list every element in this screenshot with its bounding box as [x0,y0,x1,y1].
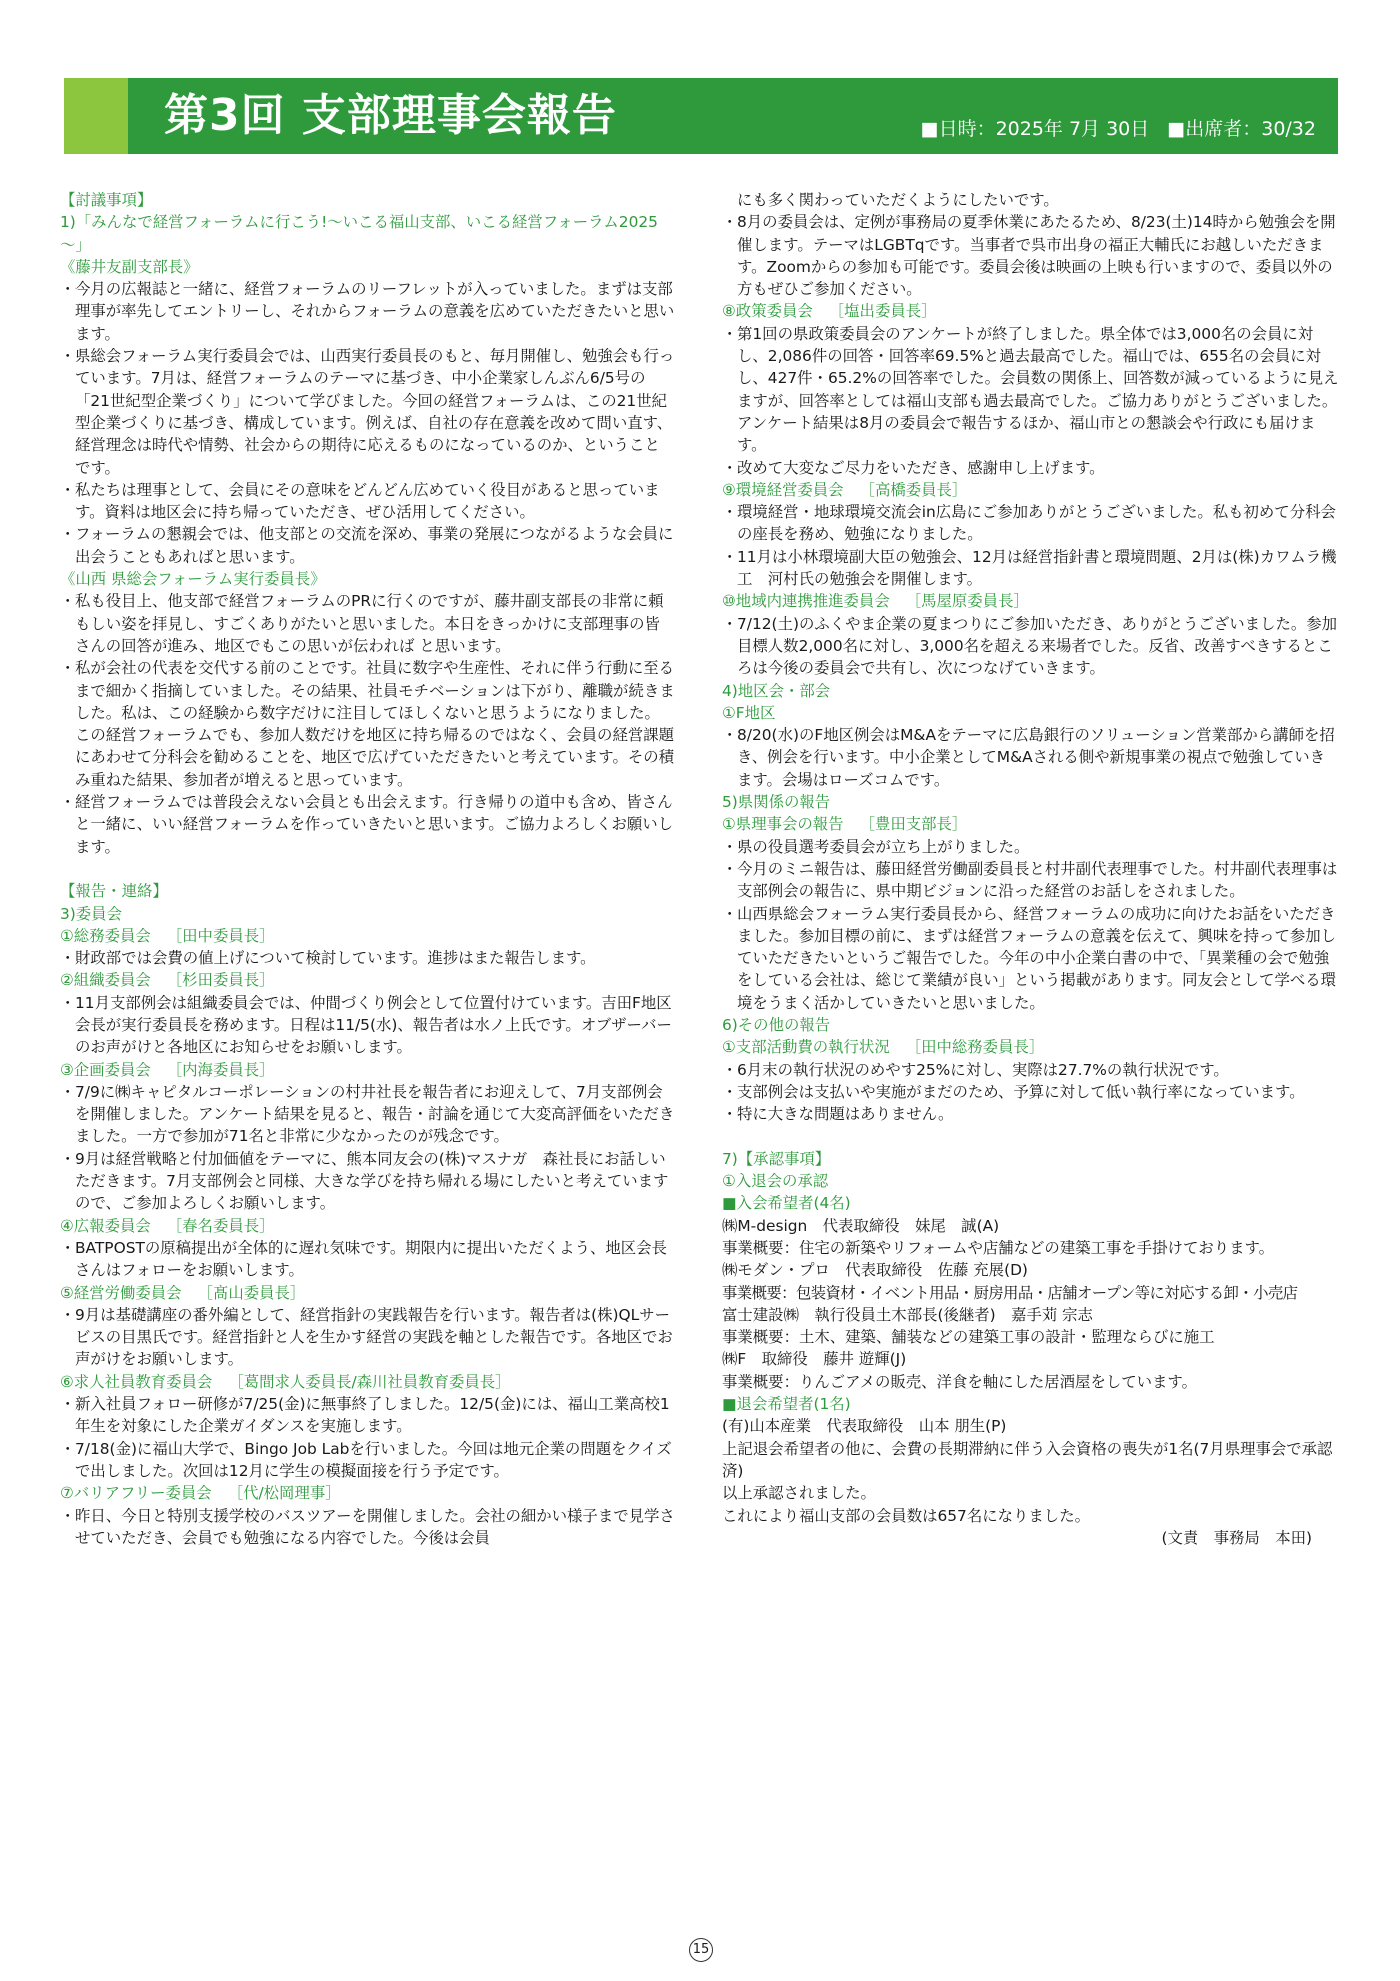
note-paragraph: 上記退会希望者の他に、会費の長期滞納に伴う入会資格の喪失が1名(7月県理事会で承認済) [722,1439,1333,1480]
spacer [722,1125,1340,1147]
committee-heading: ⑩地域内連携推進委員会 ［馬屋原委員長］ [722,592,1029,611]
approval-heading: ①入退会の承認 [722,1172,829,1191]
page-title: 第3回 支部理事会報告 [164,90,617,141]
bullet-paragraph: ・ 第1回の県政策委員会のアンケートが終了しました。県全体では3,000名の会員に対し、2,086件の回答・回答率69.5%と過去最高でした。福山では、655名の会員に対し、427件・65.2%の回答率でした。会員数の関係上、回答数が減っているように見えますが、回答率としては福山支部も過去最高でした。ご協力ありがとうございました。アンケート結果は8月の委員会で報告するほか、福山市との懇談会や行政にも届けます。 [722,323,1340,457]
bullet-paragraph: ・ 今月の広報誌と一緒に、経営フォーラムのリーフレットが入っていました。まずは支部理事が率先してエントリーし、それからフォーラムの意義を広めていただきたいと思います。 [60,278,675,345]
bullet-paragraph: ・ 県総会フォーラム実行委員会では、山西実行委員長のもと、毎月開催し、勉強会も行っています。7月は、経営フォーラムのテーマに基づき、中小企業家しんぶん6/5号の「21世紀型企業づくり」について学びました。今回の経営フォーラムは、この21世紀型企業づくりに基づき、構成しています。例えば、自社の存在意義を改めて問い直す、経営理念は時代や情勢、社会からの期待に応えるものになっているのか、ということです。 [60,345,675,479]
section-heading-discussion: 【討議事項】 [60,191,153,209]
bullet-paragraph: ・ 県の役員選考委員会が立ち上がりました。 [722,836,1340,858]
header-banner [64,78,1338,154]
agenda-item-1: 1)「みんなで経営フォーラムに行こう!～いこる福山支部、いこる経営フォーラム2025～」 [60,213,658,254]
bullet-paragraph: ・ 6月末の執行状況のめやす25%に対し、実際は27.7%の執行状況です。 [722,1059,1340,1081]
bullet-paragraph: ・ 新入社員フォロー研修が7/25(金)に無事終了しました。12/5(金)には、福山工業高校1年生を対象にした企業ガイダンスを実施します。 [60,1393,675,1438]
bullet-paragraph: ・ 8/20(水)のF地区例会はM&Aをテーマに広島銀行のソリューション営業部から講師を招き、例会を行います。中小企業としてM&Aされる側や新規事業の視点で勉強していきます。会場はローズコムです。 [722,724,1340,791]
speaker-heading: 《藤井友副支部長》 [60,257,199,276]
bullet-paragraph: ・ 7/9に㈱キャピタルコーポレーションの村井社長を報告者にお迎えして、7月支部例会を開催しました。アンケート結果を見ると、報告・討論を通じて大変高評価をいただきました。一方で参加が71名と非常に少なかったのが残念です。 [60,1081,675,1148]
attendance-count: ■出席者：30/32 [1167,118,1316,140]
agenda-item-5: 5)県関係の報告 [722,793,831,812]
page-number: 15 [689,1938,713,1962]
member-entry: ㈱F 取締役 藤井 遊輝(J) [722,1350,907,1369]
committee-heading: ③企画委員会 ［内海委員長］ [60,1060,275,1079]
bullet-paragraph: ・ 山西県総会フォーラム実行委員長から、経営フォーラムの成功に向けたお話をいただきました。参加目標の前に、まずは経営フォーラムの意義を伝えて、興味を持って参加していただきたいというご報告でした。今年の中小企業白書の中で、「異業種の会で勉強をしている会社は、総じて業績が良い」という掲載があります。同友会として学べる環境をうまく活かしていきたいと思いました。 [722,903,1340,1014]
member-business: 事業概要：りんごアメの販売、洋食を軸にした居酒屋をしています。 [722,1372,1197,1391]
speaker-heading: 《山西 県総会フォーラム実行委員長》 [60,570,326,589]
leave-applicants-heading: ■ 退会希望者(1名) [722,1393,1340,1415]
agenda-item-4: 4)地区会・部会 [722,681,831,700]
member-business: 事業概要：土木、建築、舗装などの建築工事の設計・監理ならびに施工 [722,1328,1215,1347]
agenda-item-6: 6)その他の報告 [722,1015,831,1034]
committee-heading: ②組織委員会 ［杉田委員長］ [60,971,275,990]
meeting-info [903,116,1316,142]
member-business: 事業概要：住宅の新築やリフォームや店舗などの建築工事を手掛けております。 [722,1238,1275,1257]
author-credit: (文責 事務局 本田) [1161,1528,1312,1547]
bullet-paragraph: ・ 私たちは理事として、会員にその意味をどんどん広めていく役目があると思っています。資料は地区会に持ち帰っていただき、ぜひ活用してください。 [60,479,675,524]
right-column [722,189,1340,1549]
bullet-paragraph: ・ 環境経営・地球環境交流会in広島にご参加ありがとうございました。私も初めて分科会の座長を務め、勉強になりました。 [722,501,1340,546]
committee-heading: ⑨環境経営委員会 ［高橋委員長］ [722,480,968,499]
note-paragraph: 以上承認されました。 [722,1484,876,1503]
bullet-paragraph: ・ 私が会社の代表を交代する前のことです。社員に数字や生産性、それに伴う行動に至るまで細かく指摘していました。その結果、社員モチベーションは下がり、離職が続きました。私は、この経験から数字だけに注目してほしくないと思うようになりました。この経営フォーラムでも、参加人数だけを地区に持ち帰るのではなく、会員の経営課題にあわせて分科会を勧めることを、地区で広げていただきたいと考えています。その積み重ねた結果、参加者が増えると思っています。 [60,657,675,791]
agenda-item-7: 7)【承認事項】 [722,1149,831,1168]
member-business: 事業概要：包装資材・イベント用品・厨房用品・店舗オープン等に対応する卸・小売店 [722,1283,1298,1302]
bullet-paragraph: ・ 7/12(土)のふくやま企業の夏まつりにご参加いただき、ありがとうございました。参加目標人数2,000名に対し、3,000名を超える来場者でした。反省、改善すべきするところは今後の委員会で共有し、次につなげていきます。 [722,613,1340,680]
bullet-paragraph: ・ 特に大きな問題はありません。 [722,1103,1340,1125]
bullet-paragraph: ・ 改めて大変なご尽力をいただき、感謝申し上げます。 [722,457,1340,479]
member-entry: (有)山本産業 代表取締役 山本 朋生(P) [722,1417,1007,1436]
bullet-paragraph: ・ 9月は基礎講座の番外編として、経営指針の実践報告を行います。報告者は(株)QLサービスの目黒氏です。経営指針と人を生かす経営の実践を軸とした報告です。各地区でお声がけをお願いします。 [60,1304,675,1371]
join-applicants-heading: ■ 入会希望者(4名) [722,1192,1340,1214]
bullet-paragraph: ・ BATPOSTの原稿提出が全体的に遅れ気味です。期限内に提出いただくよう、地区会長さんはフォローをお願いします。 [60,1237,675,1282]
bullet-paragraph: ・ 支部例会は支払いや実施がまだのため、予算に対して低い執行率になっています。 [722,1081,1340,1103]
member-entry: 富士建設㈱ 執行役員土木部長(後継者) 嘉手苅 宗志 [722,1305,1093,1324]
bullet-paragraph: ・ 財政部では会費の値上げについて検討しています。進捗はまた報告します。 [60,947,675,969]
committee-heading: ①総務委員会 ［田中委員長］ [60,926,275,945]
district-heading: ①F地区 [722,703,776,722]
bullet-paragraph: ・ 11月は小林環境副大臣の勉強会、12月は経営指針書と環境問題、2月は(株)カワムラ機工 河村氏の勉強会を開催します。 [722,546,1340,591]
committee-heading: ④広報委員会 ［春名委員長］ [60,1216,275,1235]
bullet-paragraph: ・ 8月の委員会は、定例が事務局の夏季休業にあたるため、8/23(土)14時から勉強会を開催します。テーマはLGBTqです。当事者で呉市出身の福正大輔氏にお越しいただきます。Zoomからの参加も可能です。委員会後は映画の上映も行いますので、委員以外の方もぜひご参加ください。 [722,211,1340,300]
banner-accent-tab [64,78,128,154]
note-paragraph: これにより福山支部の会員数は657名になりました。 [722,1506,1090,1525]
spacer [60,858,675,880]
committee-heading: ⑧政策委員会 ［塩出委員長］ [722,302,937,321]
committee-heading: ⑦バリアフリー委員会 ［代/松岡理事］ [60,1484,341,1503]
bullet-paragraph: ・ 昨日、今日と特別支援学校のバスツアーを開催しました。会社の細かい様子まで見学させていただき、会員でも勉強になる内容でした。今後は会員 [60,1505,675,1550]
committee-heading: ①県理事会の報告 ［豊田支部長］ [722,815,968,834]
bullet-paragraph: ・ 今月のミニ報告は、藤田経営労働副委員長と村井副代表理事でした。村井副代表理事は支部例会の報告に、県中期ビジョンに沿った経営のお話しをされました。 [722,858,1340,903]
committee-heading: ⑤経営労働委員会 ［髙山委員長］ [60,1283,306,1302]
left-column [60,189,675,1549]
section-heading-reports: 【報告・連絡】 [60,882,168,901]
bullet-paragraph: ・ 9月は経営戦略と付加価値をテーマに、熊本同友会の(株)マスナガ 森社長にお話しいただきます。7月支部例会と同様、大きな学びを持ち帰れる場にしたいと考えていますので、ご参加よろしくお願いします。 [60,1148,675,1215]
continued-paragraph: にも多く関わっていただくようにしたいです。 [737,191,1059,209]
meeting-date: ■日時：2025年 7月 30日 [920,118,1150,140]
bullet-paragraph: ・ 7/18(金)に福山大学で、Bingo Job Labを行いました。今回は地元企業の問題をクイズで出しました。次回は12月に学生の模擬面接を行う予定です。 [60,1438,675,1483]
committee-heading: ⑥求人社員教育委員会 ［葛間求人委員長/森川社員教育委員長］ [60,1372,511,1391]
member-entry: ㈱M-design 代表取締役 妹尾 誠(A) [722,1216,1000,1235]
bullet-paragraph: ・ フォーラムの懇親会では、他支部との交流を深め、事業の発展につながるような会員に出会うこともあればと思います。 [60,523,675,568]
committee-heading: ①支部活動費の執行状況 ［田中総務委員長］ [722,1038,1045,1057]
member-entry: ㈱モダン・プロ 代表取締役 佐藤 充展(D) [722,1261,1028,1280]
agenda-item-3: 3)委員会 [60,904,122,923]
bullet-paragraph: ・ 11月支部例会は組織委員会では、仲間づくり例会として位置付けています。吉田F地区会長が実行委員長を務めます。日程は11/5(水)、報告者は水ノ上氏です。オブザーバーのお声がけと各地区にお知らせをお願いします。 [60,992,675,1059]
bullet-paragraph: ・ 経営フォーラムでは普段会えない会員とも出会えます。行き帰りの道中も含め、皆さんと一緒に、いい経営フォーラムを作っていきたいと思います。ご協力よろしくお願いします。 [60,791,675,858]
bullet-paragraph: ・ 私も役目上、他支部で経営フォーラムのPRに行くのですが、藤井副支部長の非常に頼もしい姿を拝見し、すごくありがたいと思いました。本日をきっかけに支部理事の皆さんの回答が進み、地区でもこの思いが伝われば と思います。 [60,590,675,657]
